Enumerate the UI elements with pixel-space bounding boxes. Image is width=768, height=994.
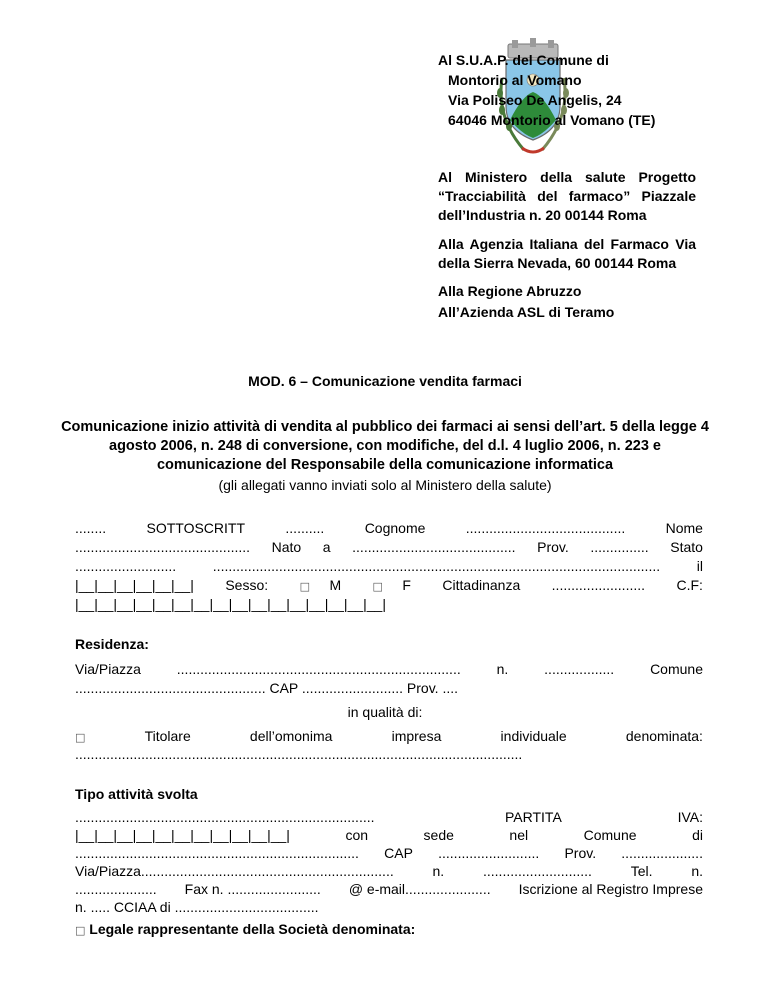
- cognome-label: Cognome: [364, 520, 426, 536]
- nome-label: Nome: [665, 520, 703, 536]
- attivita-line-3: [75, 844, 703, 863]
- sede-comune-field[interactable]: .........................................................................: [75, 845, 359, 861]
- sesso-f-label: F: [402, 577, 411, 593]
- recipient-asl: All’Azienda ASL di Teramo: [438, 304, 615, 320]
- cap-field[interactable]: ..........................: [438, 845, 540, 861]
- qualita-line-1: [75, 727, 703, 746]
- attivita-line-5: [75, 880, 703, 899]
- registro-imprese-label: Iscrizione al Registro Imprese: [518, 881, 703, 897]
- cognome-field[interactable]: .........................................: [465, 520, 626, 536]
- tel-label: Tel.: [630, 863, 653, 879]
- qualita-label: in qualità di:: [347, 704, 423, 720]
- residenza-line-2: [75, 679, 703, 698]
- cap-label: CAP: [384, 845, 413, 861]
- text: sede: [423, 827, 454, 843]
- numero-field[interactable]: ..................: [544, 661, 615, 677]
- recipient-suap-line: Al S.U.A.P. del Comune di: [438, 52, 609, 68]
- tel-n-label: n.: [691, 863, 703, 879]
- fax-field[interactable]: Fax n. ........................: [184, 881, 321, 897]
- numero-field[interactable]: ............................: [483, 863, 592, 879]
- prov-field[interactable]: .....................: [621, 845, 703, 861]
- sede-via-field[interactable]: Via/Piazza.................................................................: [75, 863, 394, 879]
- recipient-agenzia: Alla Agenzia Italiana del Farmaco Via della Sierra Nevada, 60 00144 Roma: [438, 236, 696, 271]
- personal-line-3: [75, 557, 703, 576]
- nome-field[interactable]: .............................................: [75, 539, 251, 555]
- recipient-ministero: Al Ministero della salute Progetto “Tracciabilità del farmaco” Piazzale dell’Industria n. 20 00144 Roma: [438, 169, 696, 223]
- cittadinanza-label: Cittadinanza: [442, 577, 521, 593]
- legale-rappresentante-label: Legale rappresentante della Società denominata:: [89, 921, 416, 937]
- data-nascita-field[interactable]: |__|__|__|__|__|__|: [75, 577, 194, 593]
- numero-label: n.: [432, 863, 445, 879]
- stato-field[interactable]: ..........................: [75, 558, 177, 574]
- email-field[interactable]: @ e-mail......................: [348, 881, 491, 897]
- cittadinanza-field[interactable]: ........................: [551, 577, 646, 593]
- sottoscritto-label: SOTTOSCRITT: [146, 520, 246, 536]
- numero-label: n.: [496, 661, 509, 677]
- tel-field[interactable]: .....................: [75, 881, 157, 897]
- checkbox-icon[interactable]: □: [75, 924, 86, 937]
- prov-label: Prov.: [537, 539, 569, 555]
- nato-a-label: a: [322, 539, 331, 555]
- cciaa-field[interactable]: n. ..... CCIAA di .....................................: [75, 899, 319, 915]
- attivita-line-4: [75, 862, 703, 881]
- sesso-label: Sesso:: [225, 577, 269, 593]
- luogo-nascita-field[interactable]: ..........................................: [352, 539, 516, 555]
- recipient-suap: [438, 50, 696, 130]
- dots: ........: [75, 520, 107, 536]
- stato-label: Stato: [670, 539, 703, 555]
- document-heading: Comunicazione inizio attività di vendita al pubblico dei farmaci ai sensi dell’art. 5 della legge 4 agosto 2006, n. 248 di conversione, con modifiche, del d.l. 4 luglio 2006, n. 223 e comunicazione del Responsabile della comunicazione informatica: [61, 419, 709, 473]
- sesso-m-label: M: [329, 577, 342, 593]
- recipient-suap-line: 64046 Montorio al Vomano (TE): [448, 112, 656, 128]
- comune-cap-prov-field[interactable]: ................................................. CAP .......................... Prov. ....: [75, 680, 459, 696]
- dots: ..........: [285, 520, 325, 536]
- tipo-attivita-field[interactable]: .............................................................................: [75, 809, 375, 825]
- attivita-line-2: [75, 826, 703, 845]
- qualita-line-2: [75, 745, 703, 764]
- residenza-heading: Residenza:: [75, 636, 149, 652]
- recipient-regione: Alla Regione Abruzzo: [438, 283, 582, 299]
- residenza-line-1: [75, 660, 703, 679]
- cf-label: C.F:: [676, 577, 703, 593]
- recipient-suap-line: Montorio al Vomano: [448, 72, 582, 88]
- prov-label: Prov.: [564, 845, 597, 861]
- text: nel: [509, 827, 529, 843]
- codice-fiscale-field[interactable]: |__|__|__|__|__|__|__|__|__|__|__|__|__|__|__|__|: [75, 596, 386, 612]
- legale-rappresentante-line: [75, 920, 703, 939]
- denominata-label: denominata:: [625, 728, 703, 744]
- via-piazza-field[interactable]: .........................................................................: [176, 661, 461, 677]
- checkbox-icon[interactable]: □: [75, 731, 86, 744]
- dots: ...................................................................................................................: [212, 558, 661, 574]
- text: individuale: [500, 728, 567, 744]
- personal-line-2: [75, 538, 703, 557]
- via-piazza-label: Via/Piazza: [75, 661, 141, 677]
- model-title: MOD. 6 – Comunicazione vendita farmaci: [248, 373, 522, 389]
- titolare-label: Titolare: [144, 728, 191, 744]
- attivita-line-6: [75, 898, 703, 917]
- personal-line-5: [75, 595, 703, 614]
- attivita-line-1: [75, 808, 703, 827]
- il-label: il: [696, 558, 703, 574]
- text: Comune: [583, 827, 637, 843]
- nato-label: Nato: [271, 539, 302, 555]
- prov-field[interactable]: ...............: [590, 539, 649, 555]
- partita-label: PARTITA: [505, 809, 562, 825]
- checkbox-icon[interactable]: □: [299, 580, 310, 593]
- text: di: [692, 827, 703, 843]
- partita-iva-field[interactable]: |__|__|__|__|__|__|__|__|__|__|__|: [75, 827, 290, 843]
- text: impresa: [391, 728, 442, 744]
- attivita-heading: Tipo attività svolta: [75, 786, 198, 802]
- iva-label: IVA:: [677, 809, 703, 825]
- text: dell’omonima: [249, 728, 333, 744]
- personal-line-4: [75, 576, 703, 595]
- recipient-suap-line: Via Poliseo De Angelis, 24: [448, 92, 622, 108]
- checkbox-icon[interactable]: □: [372, 580, 383, 593]
- document-subheading: (gli allegati vanno inviati solo al Ministero della salute): [218, 477, 552, 493]
- comune-label: Comune: [650, 661, 703, 677]
- denominazione-field[interactable]: ...................................................................................................................: [75, 746, 523, 762]
- text: con: [345, 827, 369, 843]
- personal-line-1: [75, 519, 703, 538]
